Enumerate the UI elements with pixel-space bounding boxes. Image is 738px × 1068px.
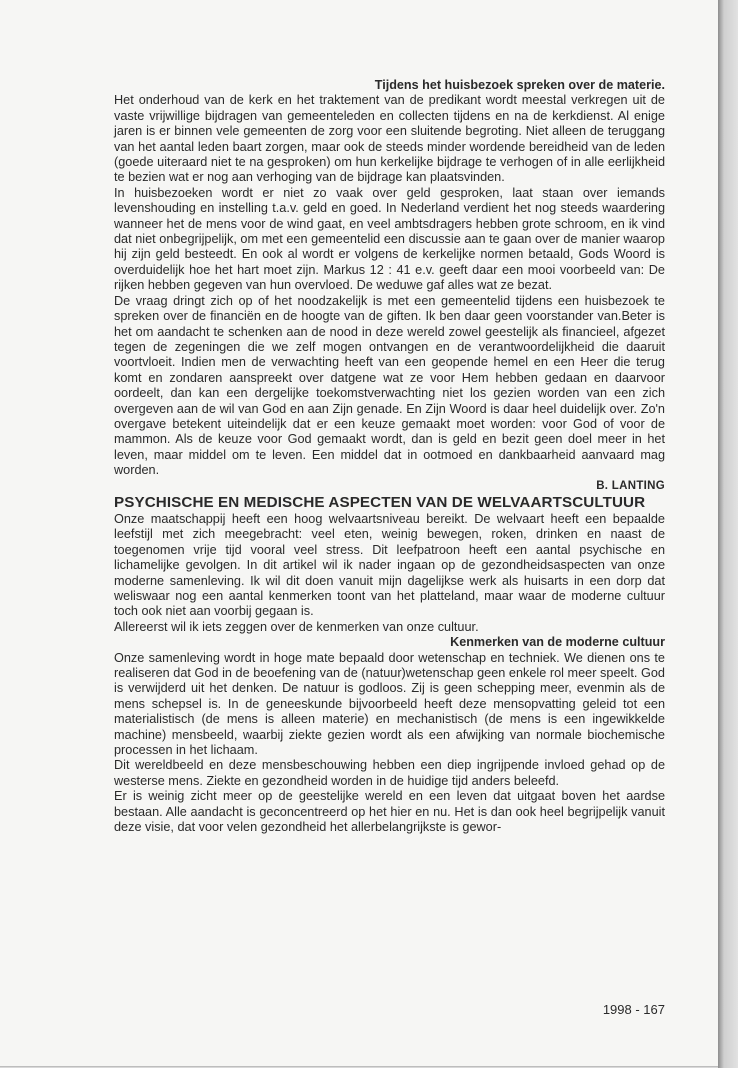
page-content [114,78,665,836]
paragraph: In huisbezoeken wordt er niet zo vaak over geld gesproken, laat staan over iemands levenshouding en instelling t.a.v. geld en goed. In Nederland verdient het nog steeds waardering wanneer het de mens voor de wind gaat, en veel ambtsdragers hebben grote schroom, en ik vind dat niet onbegrijpelijk, om met een gemeentelid een discussie aan te gaan over de manier waarop hij zijn geld besteedt. En ook al wordt er volgens de kerkelijke normen betaald, Gods Woord is overduidelijk hoe het hart moet zijn. Markus 12 : 41 e.v. geeft daar een mooi voorbeeld van: De rijken hebben gegeven van hun overvloed. De weduwe gaf alles wat ze bezat. [114,185,665,293]
page-edge-shadow [718,0,738,1068]
paragraph: Onze maatschappij heeft een hoog welvaartsniveau bereikt. De welvaart heeft een bepaalde leefstijl met zich meegebracht: veel eten, weinig bewegen, roken, drinken en naast de toegenomen vrije tijd vooral veel stress. Dit leefpatroon heeft een aantal psychische en lichamelijke gevolgen. In dit artikel wil ik nader ingaan op de gezondheidsaspecten van onze moderne samenleving. Ik wil dit doen vanuit mijn dagelijkse werk als huisarts in een dorp dat weliswaar nog een aantal kenmerken toont van het platteland, maar waar de moderne cultuur toch ook niet aan voorbij gegaan is. [114,511,665,619]
paragraph: Onze samenleving wordt in hoge mate bepaald door wetenschap en techniek. We dienen ons te realiseren dat God in de beoefening van de (natuur)wetenschap geen enkele rol meer speelt. God is verwijderd uit het denken. De natuur is godloos. Zij is geen schepping meer, evenmin als de mens schepsel is. In de geneeskunde bijvoorbeeld heeft deze mensopvatting geleid tot een materialistisch (de mens is alleen materie) en mechanistisch (de mens is een ingewikkelde machine) mensbeeld, waarbij ziekte gezien wordt als een afwijking van normale biochemische processen in het lichaam. [114,650,665,758]
paragraph: Dit wereldbeeld en deze mensbeschouwing hebben een diep ingrijpende invloed gehad op de westerse mens. Ziekte en gezondheid worden in de huidige tijd anders beleefd. [114,758,665,788]
page-number: 1998 - 167 [602,1002,665,1017]
article-title: PSYCHISCHE EN MEDISCHE ASPECTEN VAN DE WELVAARTSCULTUUR [114,493,646,511]
section-subheading: Tijdens het huisbezoek spreken over de materie. [374,78,665,92]
paragraph: Het onderhoud van de kerk en het traktement van de predikant wordt meestal verkregen uit de vaste vrijwillige bijdragen van gemeenteleden en collecten tijdens en na de kerkdienst. Al enige jaren is er binnen vele gemeenten de zorg voor een sluitende begroting. Niet alleen de teruggang van het aantal leden baart zorgen, maar ook de steeds minder wordende bereidheid van de leden (goede uiteraard niet te na gesproken) om hun kerkelijke bijdrage te verhogen of in alle eerlijkheid te bezien wat er nog aan verhoging van de bijdrage kan plaatsvinden. [114,93,665,185]
author-signature: B. LANTING [596,479,665,492]
paragraph: Allereerst wil ik iets zeggen over de kenmerken van onze cultuur. [114,619,479,634]
section-subheading: Kenmerken van de moderne cultuur [450,635,665,650]
paragraph: De vraag dringt zich op of het noodzakelijk is met een gemeentelid tijdens een huisbezoek te spreken over de financiën en de hoogte van de giften. Ik ben daar geen voorstander van.Beter is het om aandacht te schenken aan de nood in deze wereld zowel geestelijk als financieel, afgezet tegen de zegeningen die we zelf mogen ontvangen en de verantwoordelijkheid die daaruit voortvloeit. Indien men de verwachting heeft van een geopende hemel en een Heer die terug komt en zondaren aanspreekt over datgene wat ze voor Hem hebben gedaan en daarvoor oordeelt, dan kan een dergelijke toekomstverwachting niet los gezien worden van een zich overgeven aan de wil van God en aan Zijn genade. En Zijn Woord is daar heel duidelijk over. Zo'n overgave betekent uiteindelijk dat er een keuze gemaakt moet worden: voor God of voor de mammon. Als de keuze voor God gemaakt wordt, dan is geld en bezit geen doel meer in het leven, maar middel om te leven. Een middel dat in ootmoed en dankbaarheid aanvaard mag worden. [114,293,665,478]
paragraph: Er is weinig zicht meer op de geestelijke wereld en een leven dat uitgaat boven het aardse bestaan. Alle aandacht is geconcentreerd op het hier en nu. Het is dan ook heel begrijpelijk vanuit deze visie, dat voor velen gezondheid het allerbelangrijkste is gewor- [114,789,665,835]
